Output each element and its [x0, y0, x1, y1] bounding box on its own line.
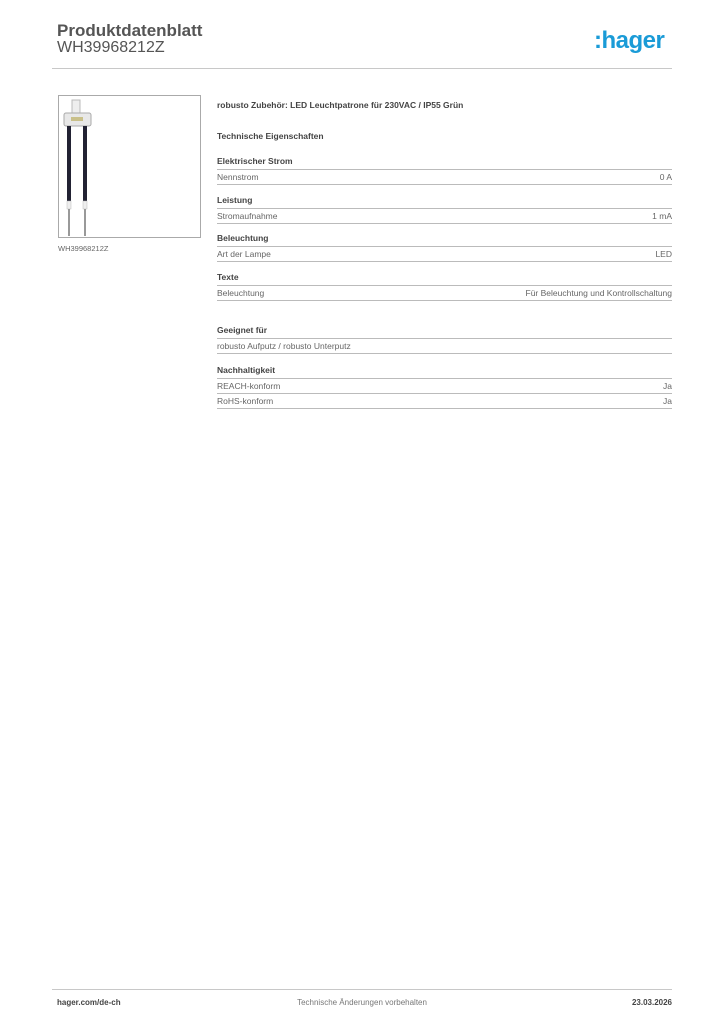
footer-note: Technische Änderungen vorbehalten — [297, 998, 427, 1007]
row-label: robusto Aufputz / robusto Unterputz — [217, 341, 351, 351]
section-heading: Beleuchtung — [217, 233, 672, 247]
section-heading: Nachhaltigkeit — [217, 365, 672, 379]
section-heading: Geeignet für — [217, 325, 672, 339]
section-heading: Texte — [217, 272, 672, 286]
row-label: Art der Lampe — [217, 249, 271, 259]
table-row — [217, 339, 672, 354]
section-geeignet-fuer — [217, 325, 672, 354]
product-code: WH39968212Z — [57, 39, 165, 56]
footer-date: 23.03.2026 — [631, 998, 672, 1007]
row-label: RoHS-konform — [217, 396, 274, 406]
section-texte — [217, 272, 672, 301]
product-title-text: robusto Zubehör: LED Leuchtpatrone für 230VAC / IP55 Grün — [217, 100, 464, 110]
row-label: Nennstrom — [217, 172, 259, 182]
section-heading: Elektrischer Strom — [217, 156, 672, 170]
footer-divider — [52, 989, 672, 990]
row-label: Stromaufnahme — [217, 211, 278, 221]
section-heading: Leistung — [217, 195, 672, 209]
led-cartridge-illustration — [59, 96, 200, 237]
section-leistung — [217, 195, 672, 224]
table-row — [217, 170, 672, 185]
row-value: Für Beleuchtung und Kontrollschaltung — [525, 288, 672, 298]
row-label: Beleuchtung — [217, 288, 265, 298]
header-divider — [52, 68, 672, 69]
product-title — [217, 95, 672, 113]
row-value: 1 mA — [652, 211, 672, 221]
row-label: REACH-konform — [217, 381, 281, 391]
footer-website-link[interactable]: hager.com/de-ch — [57, 998, 121, 1007]
section-elektrischer-strom — [217, 156, 672, 185]
product-image — [58, 95, 201, 238]
table-row — [217, 379, 672, 394]
image-caption: WH39968212Z — [58, 244, 109, 253]
table-row — [217, 394, 672, 409]
row-value: Ja — [663, 396, 672, 406]
row-value: 0 A — [659, 172, 672, 182]
table-row — [217, 286, 672, 301]
table-row — [217, 247, 672, 262]
section-beleuchtung — [217, 233, 672, 262]
row-value: Ja — [663, 381, 672, 391]
row-value: LED — [655, 249, 672, 259]
hager-logo: :hager — [594, 27, 665, 54]
section-nachhaltigkeit — [217, 365, 672, 409]
page-title: Produktdatenblatt — [57, 21, 203, 40]
table-row — [217, 209, 672, 224]
tech-heading: Technische Eigenschaften — [217, 131, 324, 141]
